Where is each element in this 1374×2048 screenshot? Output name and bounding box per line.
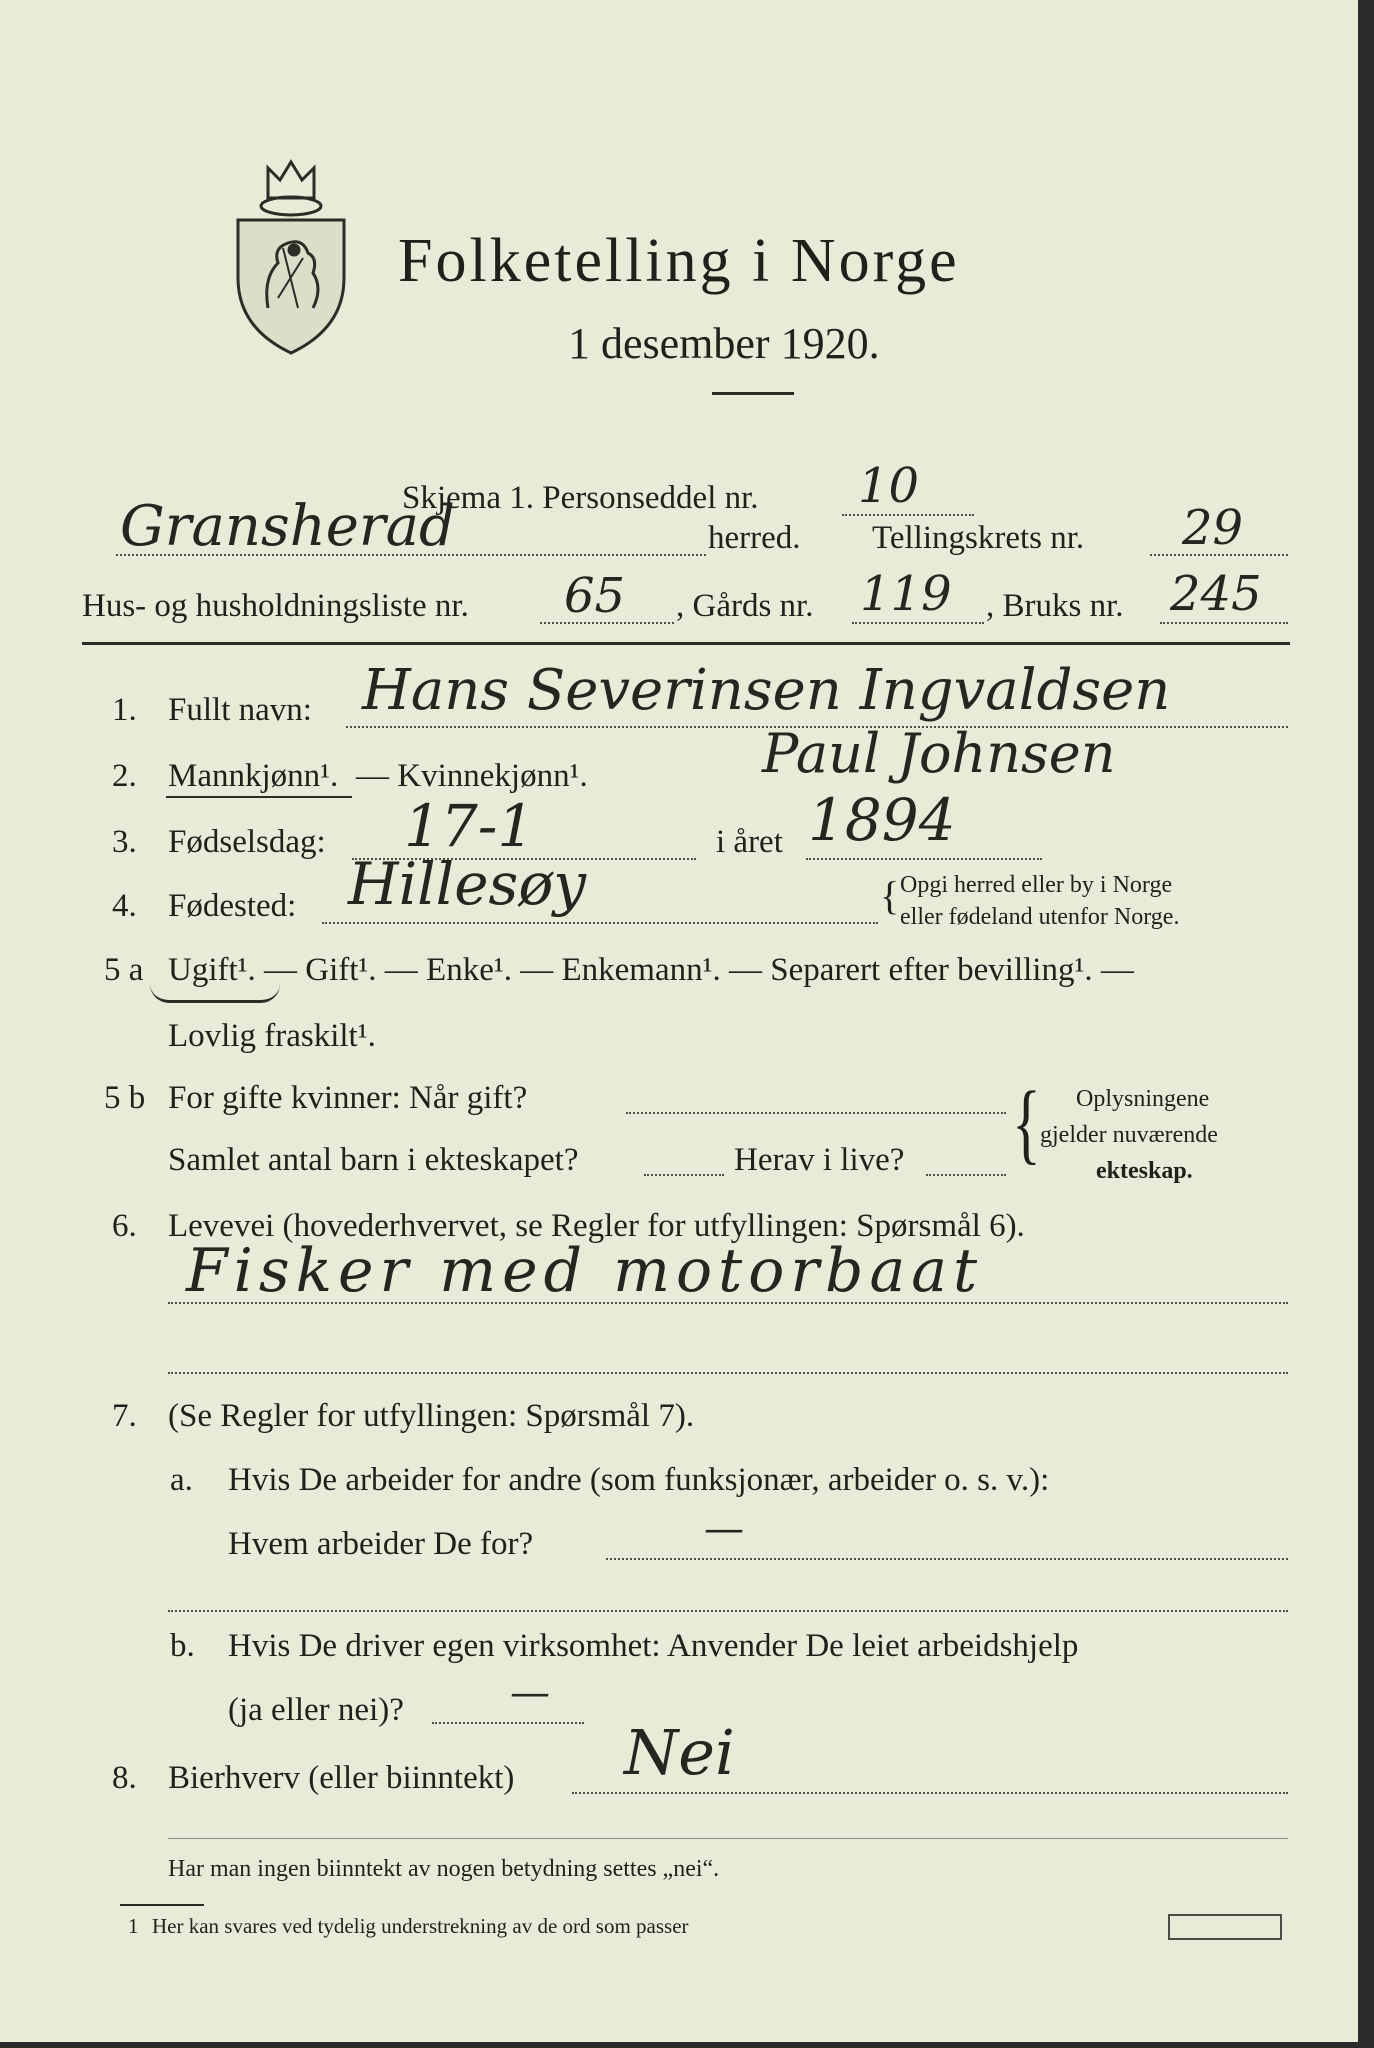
side-income-value[interactable]: Nei — [624, 1716, 735, 1789]
form-date: 1 desember 1920. — [568, 319, 880, 368]
birthplace-label: Fødested: — [168, 888, 297, 924]
birthplace-brace: { — [880, 873, 900, 918]
birth-year-value[interactable]: 1894 — [808, 786, 956, 854]
own-business-label: Hvis De driver egen virksomhet: Anvender De leiet arbeidshjelp — [228, 1628, 1079, 1664]
full-name-label: Fullt navn: — [168, 692, 312, 728]
second-name-value[interactable]: Paul Johnsen — [762, 722, 1116, 785]
alive-label: Herav i live? — [734, 1142, 905, 1178]
unmarried-underline — [150, 984, 280, 1003]
gards-label: , Gårds nr. — [676, 588, 814, 624]
employer-label: Hvem arbeider De for? — [228, 1526, 534, 1562]
herred-label: herred. — [708, 520, 801, 556]
item-3-number: 3. — [112, 824, 137, 860]
herred-value[interactable]: Gransherad — [120, 494, 455, 559]
gender-underline — [166, 796, 352, 798]
header-rule — [82, 642, 1290, 645]
bruks-value[interactable]: 245 — [1170, 566, 1262, 622]
section-rule — [168, 1838, 1288, 1839]
side-income-label: Bierhverv (eller biinntekt) — [168, 1760, 515, 1796]
skjema-label: Skjema 1. Personseddel nr. — [402, 480, 759, 516]
married-note-3: ekteskap. — [1096, 1158, 1193, 1184]
yes-no-label: (ja eller nei)? — [228, 1692, 404, 1728]
item-7a-letter: a. — [170, 1462, 193, 1498]
birthday-value[interactable]: 17-1 — [404, 792, 535, 860]
birth-year-label: i året — [716, 824, 783, 860]
form-title: Folketelling i Norge — [398, 227, 960, 295]
tellingskrets-label: Tellingskrets nr. — [872, 520, 1085, 556]
title-divider — [712, 392, 794, 395]
item-1-number: 1. — [112, 692, 137, 728]
gender-male-label: Mannkjønn¹. — [168, 758, 339, 794]
occupation-value[interactable]: Fisker med motorbaat — [186, 1236, 984, 1306]
married-note-2: gjelder nuværende — [1040, 1122, 1218, 1148]
item-2-number: 2. — [112, 758, 137, 794]
footnote-text: Her kan svares ved tydelig understrekning av de ord som passer — [152, 1914, 689, 1938]
married-when-label: For gifte kvinner: Når gift? — [168, 1080, 528, 1116]
personseddel-value[interactable]: 10 — [858, 458, 920, 514]
own-business-value[interactable]: — — [510, 1670, 550, 1716]
divorced-label: Lovlig fraskilt¹. — [168, 1018, 376, 1054]
unmarried-label: Ugift¹. — [168, 952, 256, 988]
married-brace: { — [1012, 1073, 1041, 1173]
birthday-label: Fødselsdag: — [168, 824, 326, 860]
coat-of-arms-icon — [228, 158, 354, 358]
marital-options: — Gift¹. — Enke¹. — Enkemann¹. — Separert efter bevilling¹. — — [264, 952, 1134, 988]
item-7-number: 7. — [112, 1398, 137, 1434]
employed-label: Hvis De arbeider for andre (som funksjonær, arbeider o. s. v.): — [228, 1462, 1050, 1498]
item-4-number: 4. — [112, 888, 137, 924]
gards-value[interactable]: 119 — [860, 566, 952, 622]
footnote-rule — [120, 1904, 204, 1906]
footnote-number: 1 — [128, 1914, 139, 1938]
item-8-number: 8. — [112, 1760, 137, 1796]
children-label: Samlet antal barn i ekteskapet? — [168, 1142, 579, 1178]
birthplace-note-1: Opgi herred eller by i Norge — [900, 872, 1173, 898]
item-5a-number: 5 a — [104, 952, 144, 988]
hus-value[interactable]: 65 — [564, 568, 626, 624]
printer-stamp — [1168, 1914, 1282, 1940]
married-note-1: Oplysningene — [1076, 1086, 1210, 1112]
hus-label: Hus- og husholdningsliste nr. — [82, 588, 469, 624]
occupation-label: Levevei (hovederhvervet, se Regler for utfyllingen: Spørsmål 6). — [168, 1208, 1025, 1244]
item-6-number: 6. — [112, 1208, 137, 1244]
birthplace-value[interactable]: Hillesøy — [348, 850, 587, 918]
tellingskrets-value[interactable]: 29 — [1182, 500, 1244, 556]
bruks-label: , Bruks nr. — [986, 588, 1124, 624]
gender-female-label: — Kvinnekjønn¹. — [356, 758, 588, 794]
nei-note: Har man ingen biinntekt av nogen betydning settes „nei“. — [168, 1856, 720, 1882]
birthplace-note-2: eller fødeland utenfor Norge. — [900, 904, 1180, 930]
item-7-label: (Se Regler for utfyllingen: Spørsmål 7). — [168, 1398, 695, 1434]
full-name-value[interactable]: Hans Severinsen Ingvaldsen — [362, 658, 1171, 723]
item-5b-number: 5 b — [104, 1080, 146, 1116]
item-7b-letter: b. — [170, 1628, 195, 1664]
employer-value[interactable]: — — [704, 1506, 744, 1552]
